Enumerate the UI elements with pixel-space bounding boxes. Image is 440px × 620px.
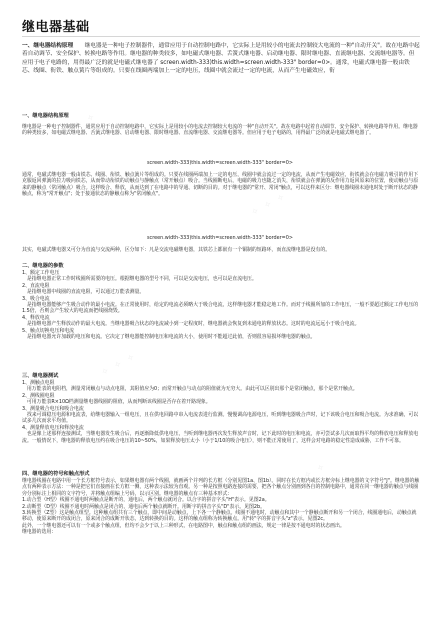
section-heading-tests: 三、继电器测试 bbox=[22, 373, 59, 379]
intro-text: 继电器是一种电子控制器件，通常应用于自动控制电路中，它实际上是用较小的电流去控制较大电流的一种"自动开关"。故在电路中起着自动调节、安全保护、转换电路等作用。继电器的种类较多，如电磁式继电器、舌簧式继电器、启动继电器、限时继电器、直流继电器、交流继电器等。但应用于电子电路的，用得最广泛的就是电磁式继电器了 screen.width-333)this.width=screen.width-333" border=0>。通常，电磁式继电器一般由铁芯、线圈、衔铁、触点簧片等组成的。只要在线圈两端加上一定的电压，线圈中就会流过一定的电流，从而产生电磁效应，衔 bbox=[22, 43, 420, 75]
watermark-mark: ✧ ✧ ✧ bbox=[99, 351, 139, 379]
tests-list: 1、测触点电阻 用万能表的电阻档，测量常闭触点与动点电阻，其阻值应为0；而常开触点与动点的阻值就为无穷大。由此可以区别出那个是常闭触点，那个是常开触点。 2、测线圈电阻 可用万能表R×10Ω档测量继电器线圈的阻值，从而判断该线圈是否存在着开路现象。 3、测量吸合电压和吸合电流 找来可调稳压电源和电流表，给继电器输入一组电压，且在供电回路中串入电流表进行监测。慢慢调高电源电压，听到继电器吸合声时，记下该吸合电压和吸合电流。为求准确，可以试多几次而求平均值。 4、测量释放电压和释放电流 也是像上述那样连接测试，当继电器发生吸合后，再逐渐降低供电电压，当听到继电器再次发生释放声音时，记下此时的电压和电流，亦可尝试多几次而取得平均的释放电压和释放电流。一般情况下，继电器的释放电压约在吸合电压的10~50%，如果释放电压太小（小于1/10的吸合电压），则不能正常使用了，这样会对电路的稳定性造成威胁，工作不可靠。 bbox=[22, 380, 419, 444]
page-title: 继电器基础 bbox=[22, 20, 90, 35]
section-heading-structure: 一、继电器结构原理 bbox=[22, 113, 69, 119]
ac-dc-paragraph: 其实，电磁式继电器又可分为直流与交流两种，区分如下：凡是交流电磁继电器，其铁芯上都嵌有一个铜制的短路环，而直流继电器是没有的。 bbox=[22, 247, 331, 253]
symbols-list: 继电器线圈在电路中用一个长方框符号表示，如果继电器有两个线圈，就画两个并列的长方框（分别见图1a、图1b）。同时在长方框内或长方框旁标上继电器的文字符号"J"。继电器的触点有两种表示方法：一种是把它们直接画在长方框一侧，这种表示法较为直观。另一种是按照电路连接的需要，把各个触点分别画到各自的控制电路中，通常在同一继电器的触点与线圈旁分别标注上相同的文字符号，并将触点组编上号码，以示区别。继电器的触点有三种基本形式： 1.动合型（H型）线圈不通电时两触点是断开的，通电后，两个触点就闭合。以合字的拼音字头"H"表示。见图2a。 2.动断型（D型）线圈不通电时两触点是闭合的，通电后两个触点就断开。用断字的拼音字头"D"表示。见图2b。 3.转换型（Z型）这是触点组型。这种触点组共有三个触点，即中间是动触点，上下各一个静触点。线圈不通电时，动触点和其中一个静触点断开和另一个闭合，线圈通电后，动触点就移动，使原来断开的成闭合，原来闭合的成断开状态，达到转换的目的。这样的触点组称为转换触点。用"转"字的拼音字头"z"表示。见图2c。 此外，一个继电器还可以有一个或多个触点组，但均不会少于以上三种形式，在电路图中，触点和触点组的画法，规定一律是按不通电时的状态画出。 继电器的选用： bbox=[22, 478, 420, 536]
structure-paragraph-2: 通常，电磁式继电器一般由铁芯、线圈、衔铁、触点簧片等组成的。只要在线圈两端加上一定的电压，线圈中就会流过一定的电流，从而产生电磁效应，衔铁就会在电磁力吸引的作用下克服返回弹簧的拉力吸向铁芯，从而带动衔铁的动触点与静触点（常开触点）吸合。当线圈断电后，电磁的吸力也随之消失，衔铁就会在弹簧的反作用力返回原来的位置，使动触点与原来的静触点（常闭触点）吸合。这样吸合、释放，从而达到了在电路中的导通、切断的目的。对于继电器的"常开、常闭"触点，可以这样来区分：继电器线圈未通电时处于断开状态的静触点，称为"常开触点"；处于接通状态的静触点称为"常闭触点"。 bbox=[22, 172, 419, 198]
code-snippet: screen.width-333)this.width=screen.width-333" border=0> bbox=[146, 160, 293, 166]
title-divider bbox=[22, 36, 420, 37]
section-heading-params: 二、继电器的参数 bbox=[22, 263, 64, 269]
code-snippet: screen.width-333)this.width=screen.width-333" border=0> bbox=[146, 235, 293, 241]
watermark-mark: ✧ ✧ ✧ bbox=[59, 111, 99, 139]
intro-paragraph bbox=[22, 42, 420, 76]
watermark-mark: ✧ ✧ ✧ bbox=[249, 191, 289, 219]
params-list: 1、额定工作电压 是指继电器正常工作时线圈所需要的电压。根据继电器的型号不同，可以是交流电压，也可以是直流电压。 2、直流电阻 是指继电器中线圈的直流电阻，可以通过万能表测量。 3、吸合电流 是指继电器能够产生吸合动作的最小电流。在正常使用时，给定的电流必须略大于吸合电流，这样继电器才能稳定地工作。而对于线圈所加的工作电压，一般不要超过额定工作电压的1.5倍，否则会产生较大的电流而把线圈烧毁。 4、释放电流 是指继电器产生释放动作的最大电流。当继电器吸合状态的电流减小到一定程度时，继电器就会恢复到未通电的释放状态。这时的电流远远小于吸合电流。 5、触点切换电压和电流 是指继电器允许加载的电压和电流。它决定了继电器能控制电压和电流的大小，使用时不能超过此值，否则很容易损坏继电器的触点。 bbox=[22, 270, 419, 341]
watermark-mark: ✧ ✧ ✧ bbox=[289, 461, 329, 489]
intro-lead: 一、继电器结构原理 bbox=[22, 43, 74, 49]
structure-paragraph: 继电器是一种电子控制器件，通常应用于自动控制电路中，它实际上是用较小的电流去控制较大电流的一种"自动开关"。故在电路中起着自动调节、安全保护、转换电路等作用。继电器的种类较多，如电磁式继电器、舌簧式继电器、启动继电器、限时继电器、直流继电器、交流继电器等。但应用于电子电路的，用得最广泛的就是电磁式继电器了。 bbox=[22, 124, 418, 137]
section-heading-symbols: 四、继电器的符号和触点形式 bbox=[22, 471, 90, 477]
